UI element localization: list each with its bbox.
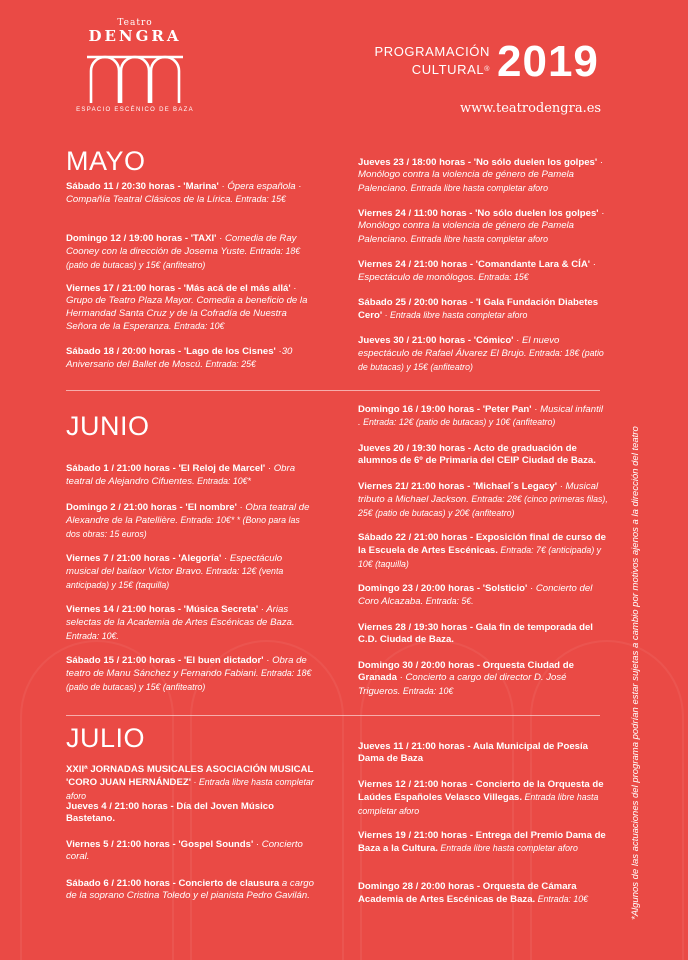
event-heading: Viernes 7 / 21:00 horas - 'Alegoría' <box>66 553 222 564</box>
event-heading: Sábado 6 / 21:00 horas - Concierto de clausura <box>66 878 280 889</box>
divider <box>66 390 600 391</box>
month-julio: JULIO <box>66 723 146 753</box>
event-jun-jue20 <box>358 443 608 468</box>
event-jul-jue11 <box>358 741 608 766</box>
event-may-vie24b <box>358 259 608 285</box>
event-entry: Entrada: 15€ <box>475 272 529 283</box>
event-may-sab25 <box>358 297 608 323</box>
event-jul-xxii <box>66 764 316 803</box>
event-entry: Entrada: 18€ (patio de butacas) y 15€ (anfiteatro) <box>358 348 604 372</box>
event-desc: · Concierto a cargo del director D. José Trigueros. <box>358 672 567 697</box>
event-desc: · Grupo de Teatro Plaza Mayor. Comedia a beneficio de la Hermandad Santa Cruz y de la Cofradía de Nuestra Señora de la Esperanza. <box>66 283 308 333</box>
event-entry: Entrada libre hasta completar aforo <box>358 792 599 816</box>
event-may-dom12 <box>66 233 316 272</box>
event-heading: Viernes 19 / 21:00 horas - Entrega del Premio Dama de Baza a la Cultura. <box>358 830 606 855</box>
event-heading: Viernes 17 / 21:00 horas - 'Más acá de el más allá' <box>66 283 291 294</box>
event-may-jue30 <box>358 335 608 374</box>
event-heading: Viernes 24 / 21:00 horas - 'Comandante Lara & CÍA' <box>358 259 591 270</box>
month-junio: JUNIO <box>66 411 150 441</box>
event-heading: Jueves 4 / 21:00 horas - Día del Joven Músico Bastetano. <box>66 801 274 825</box>
event-heading: Sábado 18 / 20:00 horas - 'Lago de los Cisnes' <box>66 346 276 357</box>
event-jun-dom2 <box>66 502 316 541</box>
event-desc: · Espectáculo de monólogos. <box>358 259 596 284</box>
event-jul-jue4 <box>66 801 316 826</box>
event-entry: Entrada libre hasta completar aforo <box>408 233 548 244</box>
event-may-vie24a <box>358 208 608 246</box>
event-desc: · Obra de teatro de Manu Sánchez y Fernando Fabiani. <box>66 655 307 680</box>
prog-line-1: PROGRAMACIÓN <box>374 44 490 59</box>
event-desc: · Concierto del Coro Alcazaba. <box>358 583 593 608</box>
teatro-dengra-logo <box>70 18 200 130</box>
event-jul-vie5 <box>66 839 316 864</box>
event-entry: Entrada: 10€. <box>66 630 119 641</box>
event-heading: Viernes 5 / 21:00 horas - 'Gospel Sounds' <box>66 839 254 850</box>
event-jun-sab22 <box>358 532 608 571</box>
event-heading: Jueves 20 / 19:30 horas - Acto de graduación de alumnos de 6º de Primaria del CEIP Ciudad de Baza. <box>358 443 596 467</box>
event-jun-vie21 <box>358 481 608 520</box>
event-heading: Sábado 11 / 20:30 horas - 'Marina' <box>66 181 219 192</box>
event-jul-vie19 <box>358 830 608 856</box>
event-desc: · Obra teatral de Alexandre de la Patellière. <box>66 502 310 527</box>
event-heading: Domingo 23 / 20:00 horas - 'Solsticio' <box>358 583 528 594</box>
event-desc: · Espectáculo musical del bailaor Víctor Bravo. <box>66 553 283 578</box>
event-entry: Entrada: 12€ (patio de butacas) y 10€ (anfiteatro) <box>360 417 556 428</box>
event-desc: ·30 Aniversario del Ballet de Moscú. <box>66 346 293 371</box>
event-jun-vie14 <box>66 604 316 643</box>
event-entry: Entrada: 10€* <box>194 476 251 487</box>
event-may-sab11 <box>66 181 316 207</box>
event-entry: Entrada: 18€ (patio de butacas) y 15€ (anfiteatro) <box>66 668 312 692</box>
event-heading: XXIIª JORNADAS MUSICALES ASOCIACIÓN MUSICAL 'CORO JUAN HERNÁNDEZ' <box>66 764 314 789</box>
event-heading: Domingo 16 / 19:00 horas - 'Peter Pan' <box>358 404 532 415</box>
event-jun-dom23 <box>358 583 608 609</box>
event-heading: Jueves 23 / 18:00 horas - 'No sólo duelen los golpes' <box>358 157 598 168</box>
event-desc: a cargo de la soprano Cristina Toledo y el pianista Pedro Gavilán. <box>66 878 314 902</box>
event-may-sab18 <box>66 346 316 372</box>
event-desc: · Monólogo contra la violencia de género de Pamela Palenciano. <box>358 208 605 245</box>
logo-teatro-text: Teatro <box>117 18 153 28</box>
event-desc: · El nuevo espectáculo de Rafael Álvarez El Brujo. <box>358 335 560 360</box>
programacion-cultural <box>352 43 490 79</box>
event-heading: Viernes 12 / 21:00 horas - Concierto de la Orquesta de Laúdes Españoles Velasco Villegas. <box>358 779 604 804</box>
website-link[interactable]: www.teatrodengra.es <box>460 101 602 116</box>
event-entry: Entrada: 25€ <box>203 359 256 370</box>
event-heading: Viernes 28 / 19:30 horas - Gala fin de temporada del C.D. Ciudad de Baza. <box>358 622 593 646</box>
event-heading: Viernes 14 / 21:00 horas - 'Música Secreta' <box>66 604 259 615</box>
event-entry: Entrada: 12€ (venta anticipada) y 15€ (taquilla) <box>66 566 284 590</box>
event-heading: Domingo 28 / 20:00 horas - Orquesta de Cámara Academia de Artes Escénicas de Baza. <box>358 881 577 906</box>
event-jun-sab15 <box>66 655 316 694</box>
schedule-change-note: *Algunos de las actuaciones del programa podrían estar sujetas a cambio por motivos ajenos a la dirección del teatro <box>630 426 641 920</box>
event-desc: · Concierto coral. <box>66 839 303 863</box>
event-desc: · Arias selectas de la Academia de Artes Escénicas de Baza. <box>66 604 295 629</box>
event-desc: · Obra teatral de Alejandro Cifuentes. <box>66 463 296 488</box>
event-jun-vie7 <box>66 553 316 592</box>
registered-mark: ® <box>484 66 490 73</box>
event-entry: Entrada: 28€ (cinco primeras filas), 25€ (patio de butacas) y 20€ (anfiteatro) <box>358 494 608 518</box>
event-desc: · Musical infantil . <box>358 404 604 429</box>
event-entry: Entrada: 10€ <box>171 321 225 332</box>
event-desc: · Comedia de Ray Cooney con la dirección de Josema Yuste. <box>66 233 297 258</box>
logo-name-text: DENGRA <box>88 27 182 45</box>
event-entry: Entrada: 18€ (patio de butacas) y 15€ (anfiteatro) <box>66 246 301 270</box>
event-may-vie17 <box>66 283 316 334</box>
event-heading: Sábado 25 / 20:00 horas - 'I Gala Fundación Diabetes Cero' <box>358 297 599 322</box>
event-jul-vie12 <box>358 779 608 818</box>
event-heading: Domingo 2 / 21:00 horas - 'El nombre' <box>66 502 237 513</box>
event-jul-sab6 <box>66 878 316 903</box>
event-heading: Domingo 12 / 19:00 horas - 'TAXI' <box>66 233 217 244</box>
event-desc: · Musical tributo a Michael Jackson. <box>358 481 599 506</box>
year: 2019 <box>497 37 599 86</box>
event-entry: Entrada: 15€ <box>233 194 286 205</box>
event-heading: Sábado 15 / 21:00 horas - 'El buen dictador' <box>66 655 264 666</box>
event-may-jue23 <box>358 157 608 195</box>
event-entry: · Entrada libre hasta completar aforo <box>66 777 314 801</box>
event-entry: Entrada libre hasta completar aforo <box>437 843 578 854</box>
event-entry: · Entrada libre hasta completar aforo <box>382 310 528 321</box>
event-jul-dom28 <box>358 881 608 907</box>
event-desc: · Monólogo contra la violencia de género de Pamela Palenciano. <box>358 157 604 194</box>
event-heading: Viernes 24 / 11:00 horas - 'No sólo duelen los golpes' <box>358 208 599 219</box>
event-heading: Viernes 21/ 21:00 horas - 'Michael´s Legacy' <box>358 481 558 492</box>
arches-icon <box>83 47 187 103</box>
logo-subtitle: ESPACIO ESCÉNICO DE BAZA <box>76 107 194 113</box>
event-heading: Domingo 30 / 20:00 horas - Orquesta Ciudad de Granada <box>358 660 574 684</box>
event-entry: Entrada: 7€ (anticipada) y 10€ (taquilla) <box>358 545 602 569</box>
month-mayo: MAYO <box>66 146 146 176</box>
event-jun-dom16 <box>358 404 608 430</box>
event-desc: · Ópera española · Compañía Teatral Clásicos de la Lírica. <box>66 181 302 206</box>
event-entry: Entrada libre hasta completar aforo <box>408 182 548 193</box>
event-entry: Entrada: 10€ <box>400 685 454 696</box>
event-entry: Entrada: 10€ <box>535 894 589 905</box>
event-entry: Entrada: 5€. <box>423 596 474 607</box>
event-heading: Sábado 1 / 21:00 horas - 'El Reloj de Marcel' <box>66 463 266 474</box>
prog-line-2: CULTURAL <box>411 62 485 77</box>
event-jun-vie28 <box>358 622 608 647</box>
event-jun-dom30 <box>358 660 608 698</box>
event-heading: Jueves 11 / 21:00 horas - Aula Municipal de Poesía Dama de Baza <box>358 741 588 765</box>
event-entry: Entrada: 10€* * (Bono para las dos obras: 15 euros) <box>66 515 300 539</box>
event-heading: Jueves 30 / 21:00 horas - 'Cómico' <box>358 335 514 346</box>
event-jun-sab1 <box>66 463 316 489</box>
event-heading: Sábado 22 / 21:00 horas - Exposición final de curso de la Escuela de Artes Escénicas. <box>358 532 606 557</box>
divider <box>66 715 600 716</box>
